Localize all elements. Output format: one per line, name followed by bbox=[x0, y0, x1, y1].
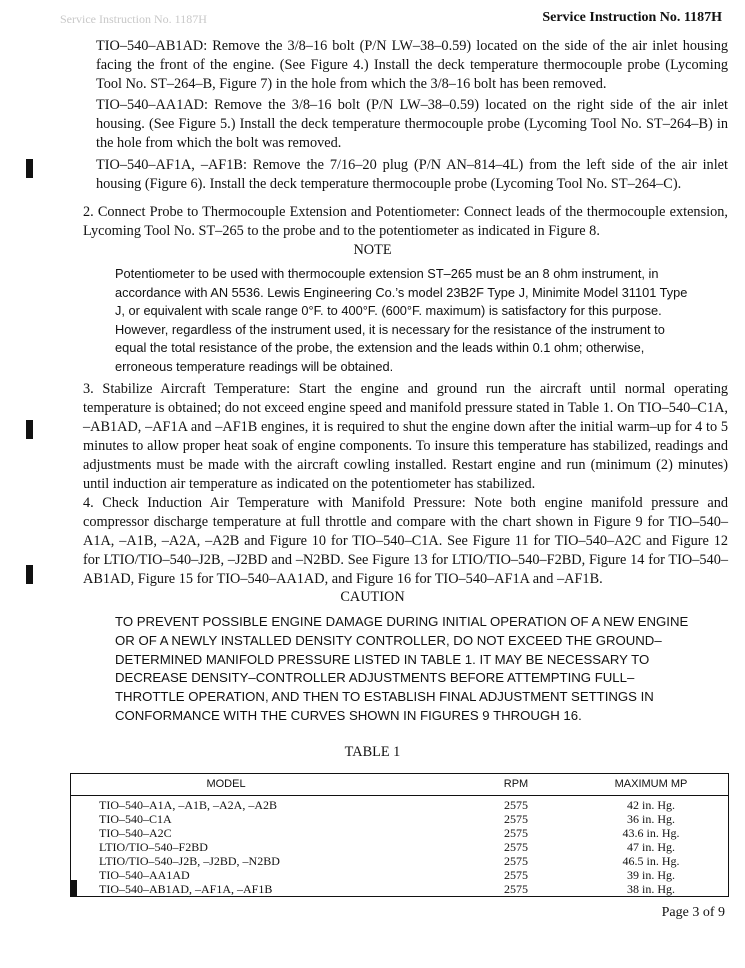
revision-bar bbox=[70, 880, 77, 896]
cell-mp: 46.5 in. Hg. bbox=[622, 854, 680, 868]
table-row bbox=[71, 868, 728, 882]
cell-model: LTIO/TIO–540–J2B, –J2BD, –N2BD bbox=[99, 854, 280, 868]
paragraph-aa1ad: TIO–540–AA1AD: Remove the 3/8–16 bolt (P/N LW–38–0.59) located on the right side of the air inlet housing. (See Figure 5.) Install the deck temperature thermocouple probe (Lycoming Tool No. ST–264–B) in the hole from which the bolt was removed. bbox=[96, 97, 728, 151]
step-4-check-induction: 4. Check Induction Air Temperature with Manifold Pressure: Note both engine manifold pressure and compressor discharge temperature at full throttle and compare with the chart shown in Figure 9 for TIO–540–A1A, –A1B, –A2A, –A2B and Figure 10 for TIO–540–C1A. See Figure 11 for TIO–540–A2C and Figure 12 for LTIO/TIO–540–J2B, –J2BD and –N2BD. See Figure 13 for LTIO/TIO–540–F2BD, Figure 14 for TIO–540–AB1AD, Figure 15 for TIO–540–AA1AD, and Figure 16 for TIO–540–AF1A and –AF1B. bbox=[83, 495, 728, 587]
cell-rpm: 2575 bbox=[504, 812, 528, 826]
cell-model: TIO–540–AA1AD bbox=[99, 868, 190, 882]
caution-body: TO PREVENT POSSIBLE ENGINE DAMAGE DURING INITIAL OPERATION OF A NEW ENGINE OR OF A NEWLY INSTALLED DENSITY CONTROLLER, DO NOT EXCEED THE GROUND–DETERMINED MANIFOLD PRESSURE LISTED IN TABLE 1. IT MAY BE NECESSARY TO DECREASE DENSITY–CONTROLLER ADJUSTMENTS BEFORE ATTEMPTING FULL–THROTTLE OPERATION, AND THEN TO ESTABLISH FINAL ADJUSTMENT SETTINGS IN CONFORMANCE WITH THE CURVES SHOWN IN FIGURES 9 THROUGH 16. bbox=[115, 614, 689, 723]
cell-model: TIO–540–C1A bbox=[99, 812, 172, 826]
cell-mp: 36 in. Hg. bbox=[627, 812, 675, 826]
header-model: MODEL bbox=[206, 778, 246, 790]
cell-mp: 39 in. Hg. bbox=[627, 868, 675, 882]
faded-header-text: Service Instruction No. 1187H bbox=[60, 12, 207, 26]
cell-model: TIO–540–A1A, –A1B, –A2A, –A2B bbox=[99, 798, 277, 812]
cell-mp: 42 in. Hg. bbox=[627, 798, 675, 812]
cell-rpm: 2575 bbox=[504, 854, 528, 868]
header-rpm: RPM bbox=[503, 778, 529, 790]
header-max-mp: MAXIMUM MP bbox=[614, 778, 688, 790]
cell-model: TIO–540–A2C bbox=[99, 826, 172, 840]
table-1 bbox=[70, 773, 729, 897]
paragraph-ab1ad: TIO–540–AB1AD: Remove the 3/8–16 bolt (P/N LW–38–0.59) located on the side of the air inlet housing facing the front of the engine. (See Figure 4.) Install the deck temperature thermocouple probe (Lycoming Tool No. ST–264–B, Figure 7) in the hole from which the 3/8–16 bolt has been removed. bbox=[96, 38, 728, 92]
cell-rpm: 2575 bbox=[504, 840, 528, 854]
caution-heading: CAUTION bbox=[340, 589, 405, 605]
table-header-row bbox=[71, 774, 728, 796]
step-3-stabilize: 3. Stabilize Aircraft Temperature: Start the engine and ground run the aircraft until normal operating temperature is obtained; do not exceed engine speed and manifold pressure stated in Table 1. On TIO–540–C1A, –AB1AD, –AF1A and –AF1B engines, it is required to shut the engine down after the initial warm–up for 4 to 5 minutes to allow proper heat soak of engine components. To insure this temperature has stabilized, readings and adjustments must be made with the aircraft cowling installed. Restart engine and run (minimum (2) minutes) until induction air temperature as indicated on the potentiometer has stabilized. bbox=[83, 381, 728, 492]
table-row bbox=[71, 840, 728, 854]
cell-mp: 38 in. Hg. bbox=[627, 882, 675, 896]
paragraph-af1a: TIO–540–AF1A, –AF1B: Remove the 7/16–20 plug (P/N AN–814–4L) from the left side of the air inlet housing (Figure 6). Install the deck temperature thermocouple probe (Lycoming Tool No. ST–264–C). bbox=[96, 157, 728, 192]
table-row bbox=[71, 882, 728, 896]
table-row bbox=[71, 826, 728, 840]
cell-rpm: 2575 bbox=[504, 882, 528, 896]
cell-model: LTIO/TIO–540–F2BD bbox=[99, 840, 208, 854]
table-row bbox=[71, 854, 728, 868]
cell-rpm: 2575 bbox=[504, 868, 528, 882]
page-number: Page 3 of 9 bbox=[661, 905, 725, 920]
page-header-title: Service Instruction No. 1187H bbox=[542, 10, 722, 25]
note-body: Potentiometer to be used with thermocouple extension ST–265 must be an 8 ohm instrument, in accordance with AN 5536. Lewis Engineering Co.’s model 23B2F Type J, Minimite Model 31101 Type J, or equivalent with scale range 0°F. to 400°F. (600°F. maximum) is satisfactory for this purpose. However, regardless of the instrument used, it is necessary for the resistance of the instrument to equal the total resistance of the probe, the extension and the leads within 0.1 ohm; otherwise, erroneous temperature readings will be obtained. bbox=[115, 266, 688, 374]
revision-bar bbox=[26, 565, 33, 584]
revision-bar bbox=[26, 159, 33, 178]
cell-rpm: 2575 bbox=[504, 798, 528, 812]
cell-rpm: 2575 bbox=[504, 826, 528, 840]
cell-mp: 47 in. Hg. bbox=[627, 840, 675, 854]
revision-bar bbox=[26, 420, 33, 439]
cell-mp: 43.6 in. Hg. bbox=[622, 826, 680, 840]
note-heading: NOTE bbox=[353, 242, 392, 258]
table-title: TABLE 1 bbox=[344, 744, 401, 760]
step-2-connect-probe: 2. Connect Probe to Thermocouple Extension and Potentiometer: Connect leads of the thermocouple extension, Lycoming Tool No. ST–265 to the probe and to the potentiometer as indicated in Figure 8. bbox=[83, 204, 728, 239]
table-row bbox=[71, 798, 728, 812]
table-row bbox=[71, 812, 728, 826]
cell-model: TIO–540–AB1AD, –AF1A, –AF1B bbox=[99, 882, 273, 896]
